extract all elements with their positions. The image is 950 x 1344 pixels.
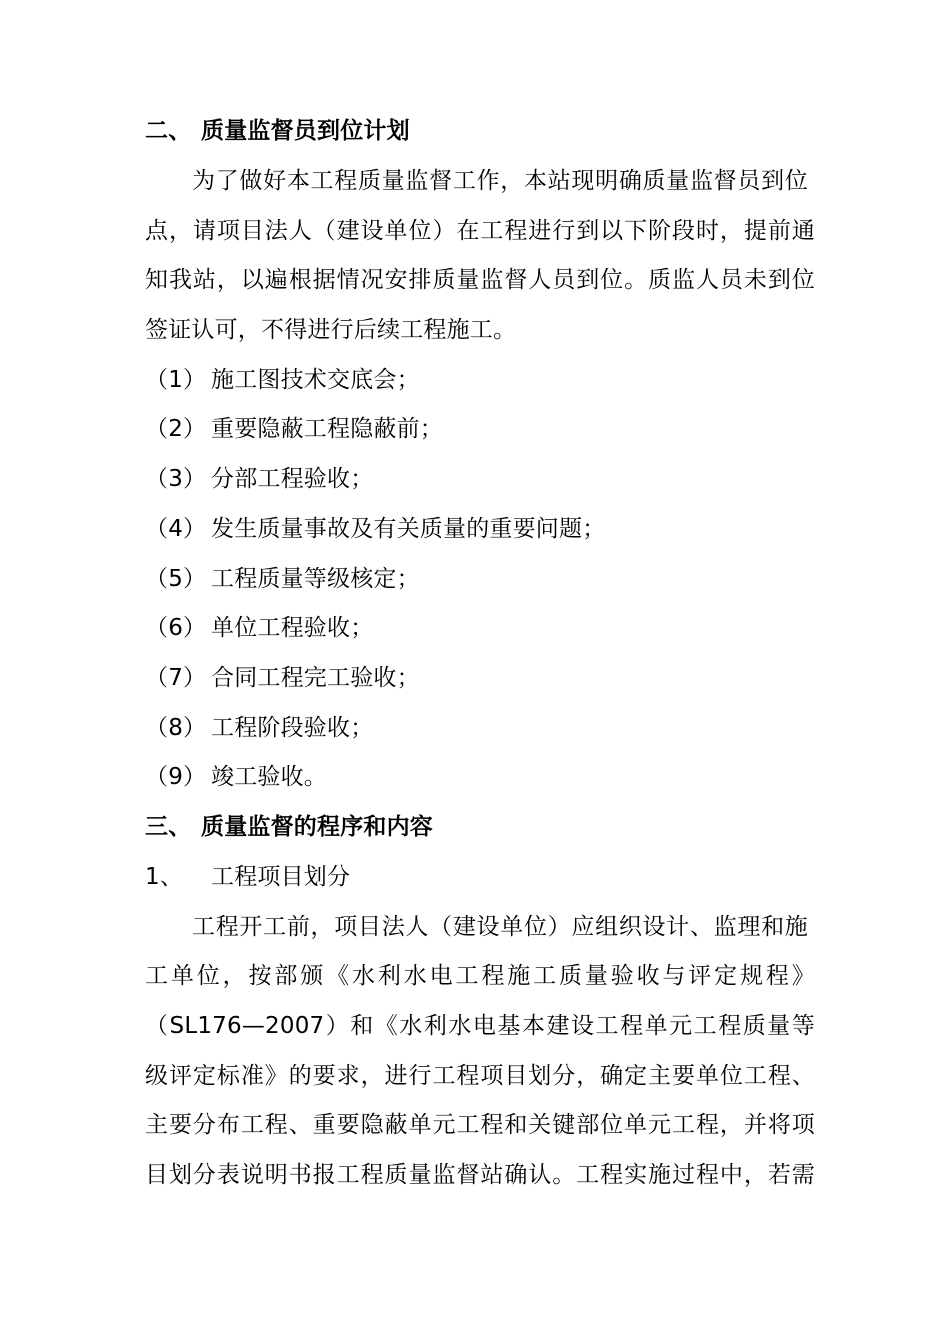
paragraph-line: 签证认可，不得进行后续工程施工。 bbox=[145, 317, 517, 343]
list-item-number: （8） bbox=[145, 715, 207, 741]
section-title: 质量监督员到位计划 bbox=[201, 118, 410, 144]
paragraph-line: 工程开工前，项目法人（建设单位）应组织设计、监理和施 bbox=[192, 914, 808, 940]
subsection-number: 1、 bbox=[145, 864, 184, 890]
list-item-text: 工程质量等级核定； bbox=[211, 566, 420, 592]
list-item bbox=[145, 411, 815, 447]
paragraph-line: 为了做好本工程质量监督工作，本站现明确质量监督员到位 bbox=[192, 168, 808, 194]
list-item-number: （4） bbox=[145, 516, 207, 542]
section-heading bbox=[145, 809, 815, 845]
paragraph-line: 级评定标准》的要求，进行工程项目划分，确定主要单位工程、 bbox=[145, 1063, 815, 1089]
subsection-title: 工程项目划分 bbox=[211, 864, 351, 890]
section-number: 二、 bbox=[145, 118, 192, 144]
paragraph-line: 点，请项目法人（建设单位）在工程进行到以下阶段时，提前通 bbox=[145, 218, 815, 244]
list-item-text: 施工图技术交底会； bbox=[211, 367, 420, 393]
list-item bbox=[145, 461, 815, 497]
paragraph-line: 工单位，按部颁《水利水电工程施工质量验收与评定规程》 bbox=[145, 963, 815, 989]
section-heading bbox=[145, 113, 815, 149]
list-item bbox=[145, 710, 815, 746]
list-item bbox=[145, 362, 815, 398]
list-item-text: 合同工程完工验收； bbox=[211, 665, 420, 691]
paragraph-line: 主要分布工程、重要隐蔽单元工程和关键部位单元工程，并将项 bbox=[145, 1112, 815, 1138]
list-item bbox=[145, 660, 815, 696]
list-item-number: （6） bbox=[145, 615, 207, 641]
list-item bbox=[145, 610, 815, 646]
paragraph-line: （SL176—2007）和《水利水电基本建设工程单元工程质量等 bbox=[145, 1013, 815, 1039]
list-item-text: 分部工程验收； bbox=[211, 466, 374, 492]
subsection-heading bbox=[145, 859, 815, 895]
section-number: 三、 bbox=[145, 814, 192, 840]
list-item-text: 重要隐蔽工程隐蔽前； bbox=[211, 416, 443, 442]
list-item-number: （3） bbox=[145, 466, 207, 492]
list-item bbox=[145, 511, 815, 547]
list-item-text: 竣工验收。 bbox=[211, 764, 327, 790]
list-item-number: （9） bbox=[145, 764, 207, 790]
section-title: 质量监督的程序和内容 bbox=[201, 814, 433, 840]
list-item-number: （2） bbox=[145, 416, 207, 442]
paragraph-line: 目划分表说明书报工程质量监督站确认。工程实施过程中，若需 bbox=[145, 1162, 815, 1188]
list-item-text: 发生质量事故及有关质量的重要问题； bbox=[211, 516, 606, 542]
list-item bbox=[145, 561, 815, 597]
list-item-text: 工程阶段验收； bbox=[211, 715, 374, 741]
list-item-number: （7） bbox=[145, 665, 207, 691]
list-item-text: 单位工程验收； bbox=[211, 615, 374, 641]
list-item-number: （5） bbox=[145, 566, 207, 592]
list-item bbox=[145, 759, 815, 795]
paragraph-line: 知我站，以遍根据情况安排质量监督人员到位。质监人员未到位 bbox=[145, 267, 815, 293]
list-item-number: （1） bbox=[145, 367, 207, 393]
